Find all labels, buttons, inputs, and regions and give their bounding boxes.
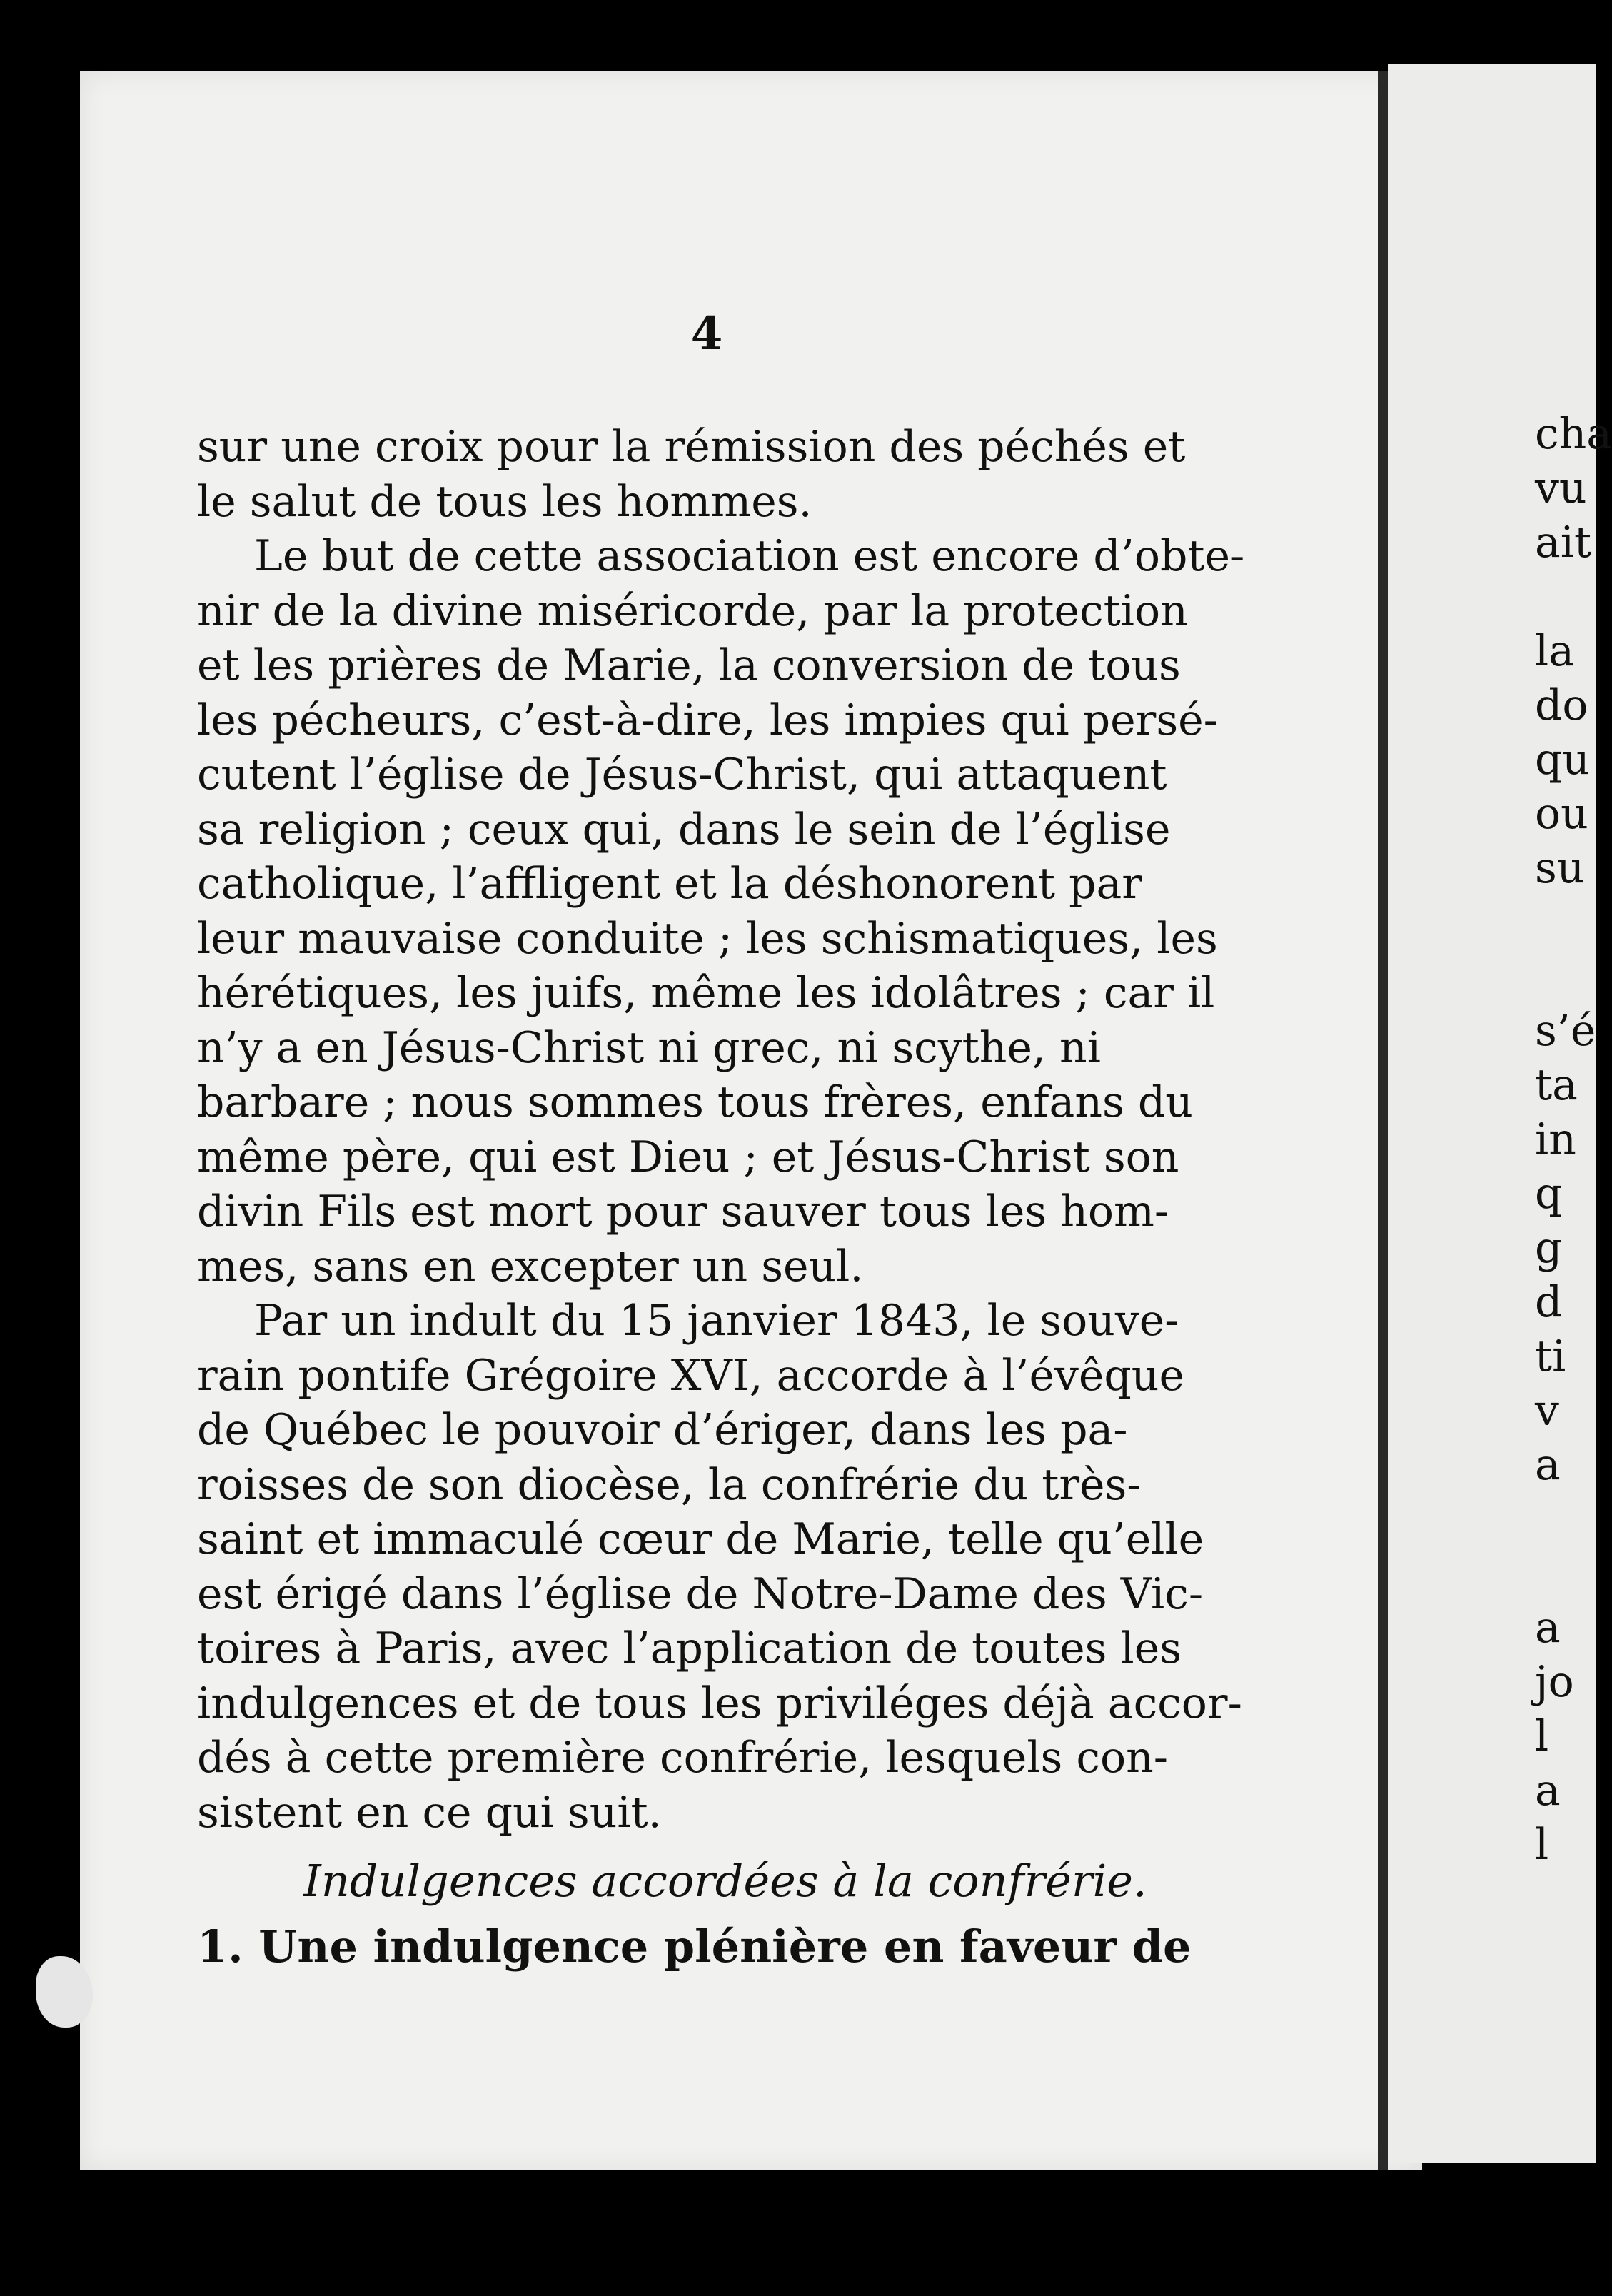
- text-line: catholique, l’affligent et la déshonorent par: [197, 859, 1142, 909]
- text-line: le salut de tous les hommes.: [197, 476, 812, 527]
- text-line: indulgences et de tous les priviléges déjà accor-: [197, 1678, 1242, 1728]
- text-line: leur mauvaise conduite ; les schismatiques, les: [197, 913, 1218, 964]
- fragment: [1535, 895, 1599, 950]
- fragment: v: [1535, 1386, 1559, 1436]
- text-line: et les prières de Marie, la conversion de tous: [197, 640, 1181, 690]
- text-line: hérétiques, les juifs, même les idolâtres ; car il: [197, 968, 1215, 1018]
- fragment: [1535, 570, 1599, 624]
- first-list-item: 1. Une indulgence plénière en faveur de: [197, 1920, 1192, 1973]
- text-line: roisses de son diocèse, la confrérie du très-: [197, 1459, 1142, 1510]
- page-number: 4: [690, 307, 723, 361]
- fragment: vu: [1535, 463, 1587, 513]
- fragment: [1535, 950, 1599, 1004]
- text-line: cutent l’église de Jésus-Christ, qui attaquent: [197, 750, 1167, 800]
- body-text: [197, 420, 1254, 1840]
- fragment: ta: [1535, 1060, 1578, 1110]
- text-line: rain pontife Grégoire XVI, accorde à l’évêque: [197, 1350, 1184, 1401]
- fragment: d: [1535, 1277, 1563, 1327]
- fragment: [1535, 1546, 1599, 1601]
- fragment: l: [1535, 1820, 1549, 1870]
- fragment: ou: [1535, 789, 1588, 839]
- fragment: do: [1535, 680, 1588, 730]
- fragment: in: [1535, 1114, 1576, 1164]
- text-line: mes, sans en excepter un seul.: [197, 1241, 864, 1292]
- text-line: est érigé dans l’église de Notre-Dame des Vic-: [197, 1569, 1204, 1619]
- fragment: jo: [1535, 1657, 1574, 1707]
- text-line: dés à cette première confrérie, lesquels con-: [197, 1733, 1169, 1783]
- fragment: la: [1535, 626, 1574, 676]
- fragment: a: [1535, 1766, 1561, 1816]
- fragment: g: [1535, 1223, 1563, 1273]
- text-line: Le but de cette association est encore d’obte-: [254, 531, 1245, 581]
- fragment: l: [1535, 1711, 1549, 1761]
- fragment: qu: [1535, 735, 1591, 785]
- section-heading: Indulgences accordées à la confrérie.: [303, 1855, 1147, 1907]
- text-line: saint et immaculé cœur de Marie, telle qu’elle: [197, 1514, 1204, 1564]
- text-line: les pécheurs, c’est-à-dire, les impies qui persé-: [197, 695, 1218, 745]
- text-line: sistent en ce qui suit.: [197, 1787, 662, 1838]
- text-line: de Québec le pouvoir d’ériger, dans les pa-: [197, 1405, 1128, 1455]
- fragment: cha: [1535, 409, 1612, 459]
- fragment: [1535, 1492, 1599, 1546]
- fragment: s’é: [1535, 1006, 1596, 1056]
- text-line: sa religion ; ceux qui, dans le sein de l’église: [197, 804, 1171, 855]
- book-gutter: [1378, 71, 1388, 2170]
- text-line: sur une croix pour la rémission des péchés et: [197, 422, 1186, 472]
- fragment: a: [1535, 1603, 1561, 1653]
- fragment: a: [1535, 1440, 1561, 1490]
- right-page-fragments: [1535, 407, 1612, 1872]
- text-line: même père, qui est Dieu ; et Jésus-Christ son: [197, 1132, 1179, 1182]
- fragment: su: [1535, 843, 1585, 893]
- text-line: Par un indult du 15 janvier 1843, le souve-: [254, 1296, 1179, 1346]
- fragment: q: [1535, 1169, 1563, 1219]
- fragment: ti: [1535, 1331, 1566, 1381]
- text-line: n’y a en Jésus-Christ ni grec, ni scythe, ni: [197, 1022, 1101, 1073]
- fragment: ait: [1535, 518, 1592, 568]
- text-line: divin Fils est mort pour sauver tous les hom-: [197, 1187, 1169, 1237]
- text-line: nir de la divine miséricorde, par la protection: [197, 585, 1188, 636]
- text-line: toires à Paris, avec l’application de toutes les: [197, 1623, 1182, 1673]
- text-line: barbare ; nous sommes tous frères, enfans du: [197, 1077, 1193, 1127]
